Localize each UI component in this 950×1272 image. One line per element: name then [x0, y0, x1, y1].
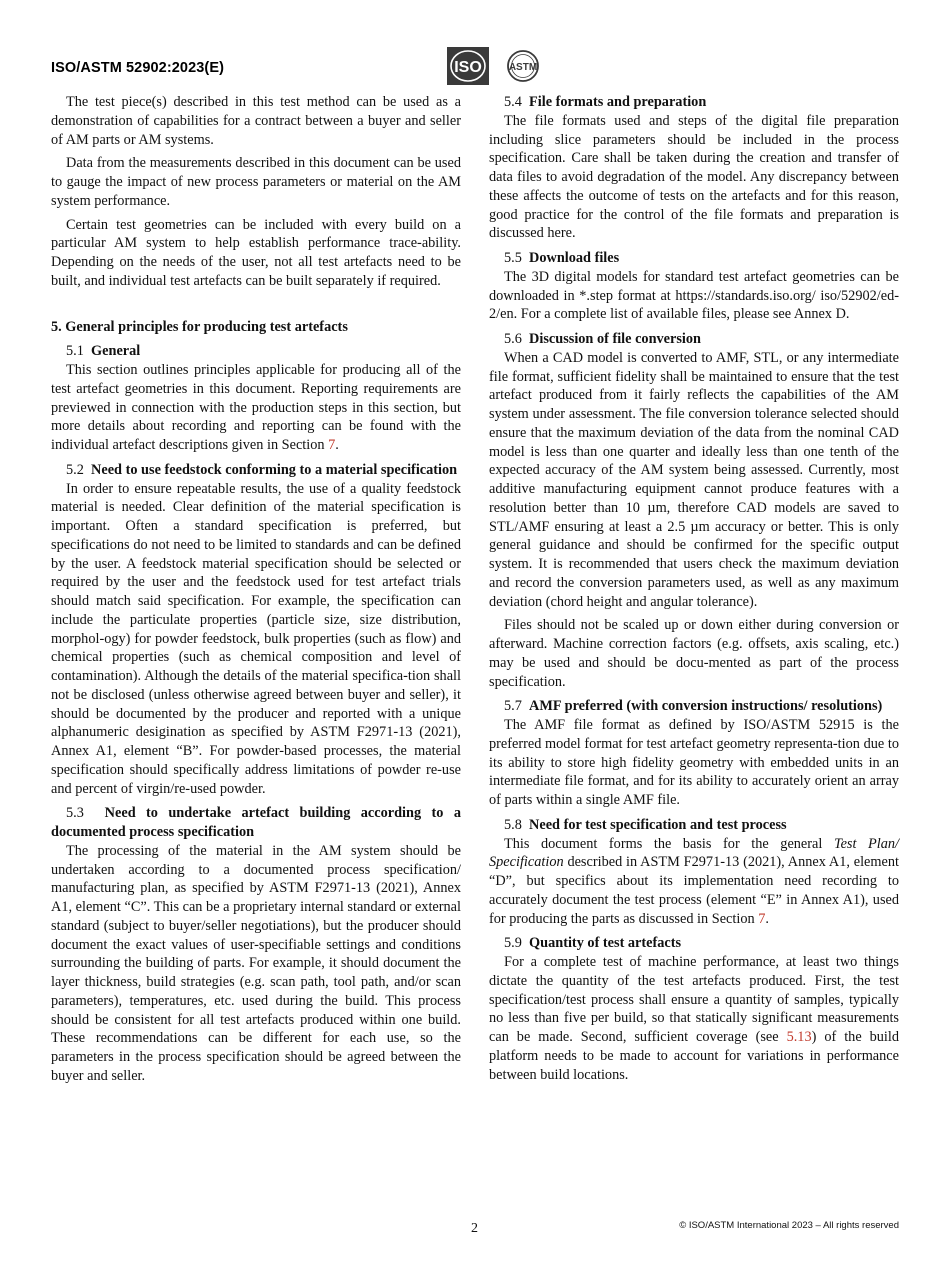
subsection-5-6-body-2: Files should not be scaled up or down either during conversion or afterward. Machine correction factors (e.g. offsets, axis scaling, etc.) may be used and should be docu-mented as part of the process specification. [489, 617, 899, 690]
subsection-number: 5.7 [504, 698, 522, 715]
subsection-5-4-body: The file formats used and steps of the digital file preparation including slice parameters should be included in the process specification. Care shall be taken during the creation and transfer of data files to avoid degradation of the model. Any discrepancy between these affects the outcome of tests on the artefacts and for this reason, good practice for the control of the file formats and preparation is discussed here. [489, 112, 899, 242]
section-7-reference-link[interactable]: 7 [758, 910, 766, 927]
subsection-5-8-heading [489, 816, 899, 835]
subsection-5-3-heading [51, 804, 461, 842]
body-text-end: . [335, 437, 339, 453]
body-text: For a complete test of machine performance, at least two things dictate the quantity of the test artefacts produced. First, the test specification/test process shall ensure a quantity of samples, typically no less than five per build, so that statically significant measurements can be made. Second, sufficient coverage (see [489, 954, 899, 1045]
subsection-number: 5.5 [504, 250, 522, 266]
iso-logo-text: ISO [454, 59, 482, 76]
right-column [489, 93, 899, 1084]
astm-logo [503, 48, 543, 84]
subsection-number: 5.1 [66, 343, 84, 360]
subsection-5-1-body [51, 361, 461, 455]
intro-paragraph-2: Data from the measurements described in this document can be used to gauge the impact of new process parameters or material on the AM system performance. [51, 155, 461, 209]
subsection-5-1-heading [51, 342, 461, 361]
subsection-5-7-heading [489, 697, 899, 716]
subsection-5-9-body [489, 953, 899, 1084]
subsection-title: File formats and preparation [529, 94, 707, 110]
body-text-continued: ) of the build platform needs to be made to account for variations in performance between build locations. [489, 1029, 900, 1083]
body-text-end: . [765, 910, 769, 927]
subsection-5-4-heading [489, 93, 899, 112]
document-id: ISO/ASTM 52902:2023(E) [51, 60, 225, 76]
subsection-title: AMF preferred (with conversion instructions/ resolutions) [529, 698, 883, 715]
subsection-5-6-heading [489, 330, 899, 349]
subsection-title: Need to undertake artefact building according to a documented process specification [51, 805, 461, 840]
subsection-5-2-body: In order to ensure repeatable results, the use of a quality feedstock material is needed. Clear definition of the material specification is important. Often a standard specification is preferred, but specifications do not need to be limited to standards and can be defined by the user. A feedstock material specification should be selected or required by the user and the feedstock used for test artefact trials should match said specification. For example, the specification can include the particulate properties (particle size, size distribution, morphol-ogy) for powder feedstock, bulk properties (such as flow) and chemical properties (such as chemical composition and level of contamination). Although the details of the material specifica-tion shall not be disclosed (unless otherwise agreed between buyer and seller), it should be documented by the producer and reported with a unique alphanumeric desigination as specified by ASTM F2971-13 (2021), Annex A1, element “B”. For powder-based processes, the material specification should specifically address limitations of powder re-use and percent of virgin/re-used powder. [51, 480, 461, 797]
subsection-title: General [91, 343, 141, 360]
intro-paragraph-3: Certain test geometries can be included with every build on a particular AM system to help establish performance trace-ability. Depending on the needs of the user, not all test artefacts need to be built, and individual test artefacts can be built separately if required. [51, 216, 461, 289]
subsection-5-5-body: The 3D digital models for standard test artefact geometries can be downloaded in *.step format at https://standards.iso.org/ iso/52902/ed-2/en. For a complete list of available files, please see Annex D. [489, 268, 899, 323]
page-number: 2 [471, 1221, 478, 1236]
subsection-5-7-body: The AMF file format as defined by ISO/ASTM 52915 is the preferred model format for test artefact geometry representa-tion due to its ability to store high fidelity geometry with embedded units in an intermediate file format, and for its ability to accurately orient an array of parts within a single AMF file. [489, 717, 899, 808]
subsection-title: Need to use feedstock conforming to a material specification [91, 461, 458, 478]
subsection-number: 5.8 [504, 816, 522, 833]
section-5-13-reference-link[interactable]: 5.13 [786, 1029, 812, 1045]
left-column [51, 93, 461, 1086]
subsection-5-9-heading [489, 934, 899, 953]
subsection-5-3-body: The processing of the material in the AM system should be undertaken according to a documented process specification/ manufacturing plan, as specified by ASTM F2971-13 (2021), Annex A1, element “C”. This can be a proprietary internal standard or external standard (subject to buyer/seller negotiations), but the producer should document the exact values of user-specifiable settings and conditions surrounding the building of parts. For example, it should document the layer thickness, build strategies (e.g. scan path, tool path, and/or scan parameters), temperatures, etc. used during the build. This process should be consistent for all test artefacts produced within one build. These recommendations can be different for each use, so the parameters in the process specification should be agreed between the buyer and seller. [51, 842, 461, 1084]
astm-logo-text: ASTM [508, 62, 538, 73]
body-text: This document forms the basis for the general [504, 835, 834, 852]
test-plan-specification-italic: Test Plan/ Specification [489, 835, 899, 871]
subsection-number: 5.6 [504, 331, 522, 347]
subsection-number: 5.2 [66, 461, 84, 478]
subsection-title: Download files [529, 250, 620, 266]
body-text-continued: described in ASTM F2971-13 (2021), Annex A1, element “D”, but specifics about its implementation need recording to accurately document the test process (element “E” in Annex A1), used for producing the parts as discussed in Section [489, 854, 899, 927]
intro-paragraph-1: The test piece(s) described in this test method can be used as a demonstration of capabilities for a contract between a buyer and seller of AM parts or AM systems. [51, 94, 461, 148]
subsection-title: Quantity of test artefacts [529, 935, 682, 952]
subsection-5-2-heading [51, 461, 461, 480]
subsection-title: Discussion of file conversion [529, 331, 701, 347]
section-5-heading: 5. General principles for producing test artefacts [51, 318, 348, 335]
body-text: This section outlines principles applicable for producing all of the test artefact geometries in this document. Reporting requirements are previewed in connection with the production steps in this section, but more details about recording and reporting can be found with the individual artefact descriptions given in Section [51, 362, 461, 453]
subsection-5-6-body-1: When a CAD model is converted to AMF, STL, or any intermediate file format, sufficient fidelity shall be maintained to ensure that the test artefact produced from it fairly reflects the capabilities of the AM system under assessment. The file conversion tolerance selected should ensure that the maximum deviation of the data from the nominal CAD model is less than one quarter and ideally less than one tenth of the expected accuracy of the AM system being assessed. Currently, most additive manufacturing equipment cannot produce features with a resolution better than 10 µm, therefore CAD models are saved to STL/AMF ensuring at least a 2.5 µm accuracy or better. This is only general guidance and should be confirmed for the specific output system. It is recommended that users check the maximum deviation and record the conversion parameters used, as well as any maximum deviation (chord height and angular tolerance). [489, 349, 899, 610]
subsection-5-5-heading [489, 249, 899, 268]
subsection-number: 5.4 [504, 94, 522, 110]
subsection-number: 5.3 [66, 805, 84, 822]
subsection-title: Need for test specification and test process [529, 816, 787, 833]
copyright-notice: © ISO/ASTM International 2023 – All rights reserved [679, 1220, 899, 1231]
subsection-5-8-body [489, 835, 899, 929]
subsection-number: 5.9 [504, 935, 522, 952]
iso-logo [447, 47, 489, 85]
section-7-reference-link[interactable]: 7 [328, 437, 336, 453]
